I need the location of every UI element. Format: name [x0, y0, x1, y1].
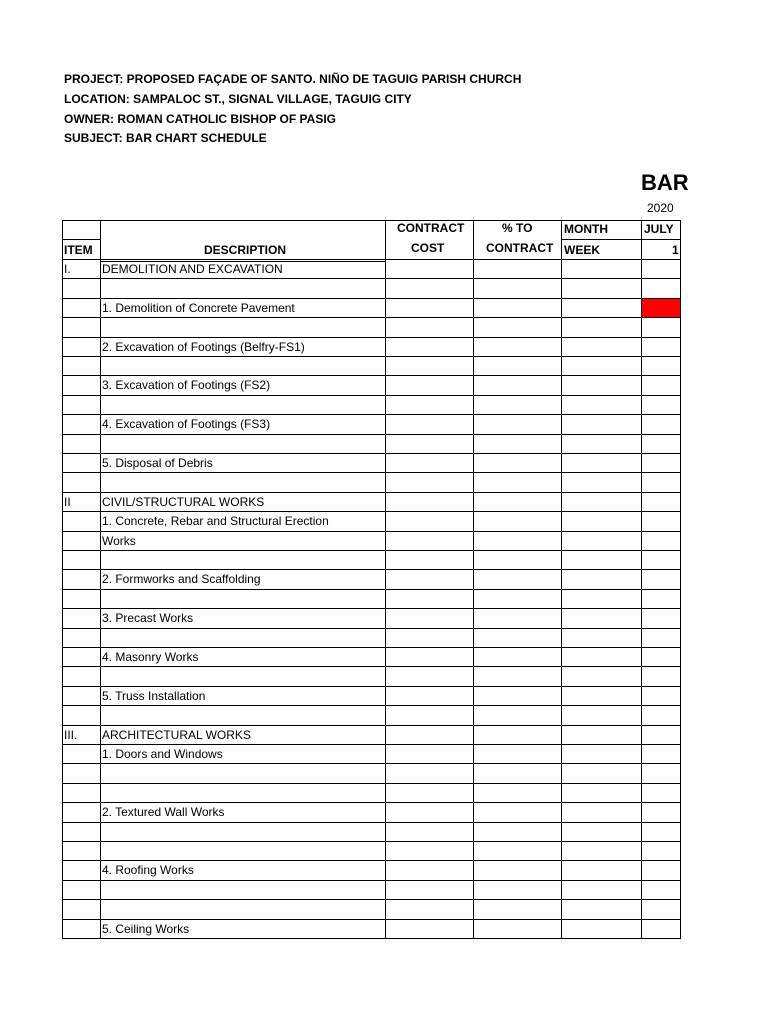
description-cell: 3. Precast Works	[102, 611, 194, 625]
description-cell: 5. Truss Installation	[102, 689, 206, 703]
grid-line	[62, 802, 681, 803]
grid-line	[62, 239, 101, 240]
description-cell: 1. Demolition of Concrete Pavement	[102, 301, 295, 315]
grid-line	[62, 395, 681, 396]
grid-line	[62, 278, 681, 279]
item-cell: III.	[64, 728, 78, 742]
schedule-bar	[642, 299, 680, 318]
grid-line	[385, 220, 386, 938]
pct-header-1: % TO	[502, 221, 533, 235]
grid-line	[62, 472, 681, 473]
description-cell: 4. Masonry Works	[102, 650, 199, 664]
grid-line	[62, 822, 681, 823]
grid-line	[473, 220, 474, 938]
grid-line	[62, 298, 681, 299]
description-cell: 3. Excavation of Footings (FS2)	[102, 378, 271, 392]
project-line: PROJECT: PROPOSED FAÇADE OF SANTO. NIÑO DE TAGUIG PARISH CHURCH	[64, 72, 522, 86]
description-cell: ARCHITECTURAL WORKS	[102, 728, 251, 742]
grid-line	[62, 919, 681, 920]
contract-header-1: CONTRACT	[397, 221, 465, 235]
grid-line	[62, 647, 681, 648]
description-cell: Works	[102, 534, 136, 548]
description-cell: 2. Textured Wall Works	[102, 805, 225, 819]
grid-line	[62, 744, 681, 745]
description-header: DESCRIPTION	[204, 243, 287, 257]
grid-line	[62, 860, 681, 861]
chart-title: BAR	[641, 170, 689, 195]
description-cell: 4. Roofing Works	[102, 863, 194, 877]
description-cell: 1. Concrete, Rebar and Structural Erection	[102, 514, 329, 528]
item-cell: I.	[64, 262, 71, 276]
owner-line: OWNER: ROMAN CATHOLIC BISHOP OF PASIG	[64, 112, 336, 126]
description-cell: 2. Formworks and Scaffolding	[102, 572, 261, 586]
grid-line	[62, 686, 681, 687]
grid-line	[62, 434, 681, 435]
grid-line	[62, 531, 681, 532]
grid-line	[62, 938, 681, 939]
grid-line	[62, 880, 681, 881]
grid-line	[62, 375, 681, 376]
item-header: ITEM	[64, 243, 93, 257]
year-label: 2020	[647, 201, 674, 215]
description-cell: 2. Excavation of Footings (Belfry-FS1)	[102, 340, 305, 354]
description-cell: 5. Disposal of Debris	[102, 456, 213, 470]
grid-line	[62, 317, 681, 318]
grid-line	[62, 337, 681, 338]
grid-line	[62, 414, 681, 415]
description-cell: 1. Doors and Windows	[102, 747, 223, 761]
week-header: WEEK	[564, 243, 600, 257]
grid-line	[680, 220, 681, 938]
grid-line	[62, 589, 681, 590]
grid-line	[62, 220, 63, 938]
grid-line	[62, 259, 681, 260]
grid-line	[100, 220, 101, 938]
grid-line	[62, 492, 681, 493]
grid-line	[62, 666, 681, 667]
grid-line	[62, 763, 681, 764]
subject-line: SUBJECT: BAR CHART SCHEDULE	[64, 131, 267, 145]
grid-line	[62, 608, 681, 609]
grid-line	[62, 550, 681, 551]
grid-line	[62, 511, 681, 512]
item-cell: II	[64, 495, 71, 509]
description-cell: DEMOLITION AND EXCAVATION	[102, 262, 283, 276]
grid-line	[62, 725, 681, 726]
grid-line	[561, 220, 562, 938]
grid-line	[62, 453, 681, 454]
week-value: 1	[672, 243, 679, 257]
contract-header-2: COST	[411, 241, 445, 255]
description-cell: 4. Excavation of Footings (FS3)	[102, 417, 271, 431]
location-line: LOCATION: SAMPALOC ST., SIGNAL VILLAGE, TAGUIG CITY	[64, 92, 412, 106]
grid-line	[62, 899, 681, 900]
pct-header-2: CONTRACT	[486, 241, 554, 255]
month-header: MONTH	[564, 222, 608, 236]
month-value: JULY	[644, 222, 674, 236]
grid-line	[62, 841, 681, 842]
grid-line	[62, 628, 681, 629]
grid-line	[62, 220, 681, 221]
grid-line	[62, 569, 681, 570]
grid-line	[641, 220, 642, 938]
grid-line	[561, 239, 681, 240]
grid-line	[62, 705, 681, 706]
description-cell: CIVIL/STRUCTURAL WORKS	[102, 495, 265, 509]
description-cell: 5. Ceiling Works	[102, 922, 190, 936]
grid-line	[62, 356, 681, 357]
grid-line	[62, 783, 681, 784]
